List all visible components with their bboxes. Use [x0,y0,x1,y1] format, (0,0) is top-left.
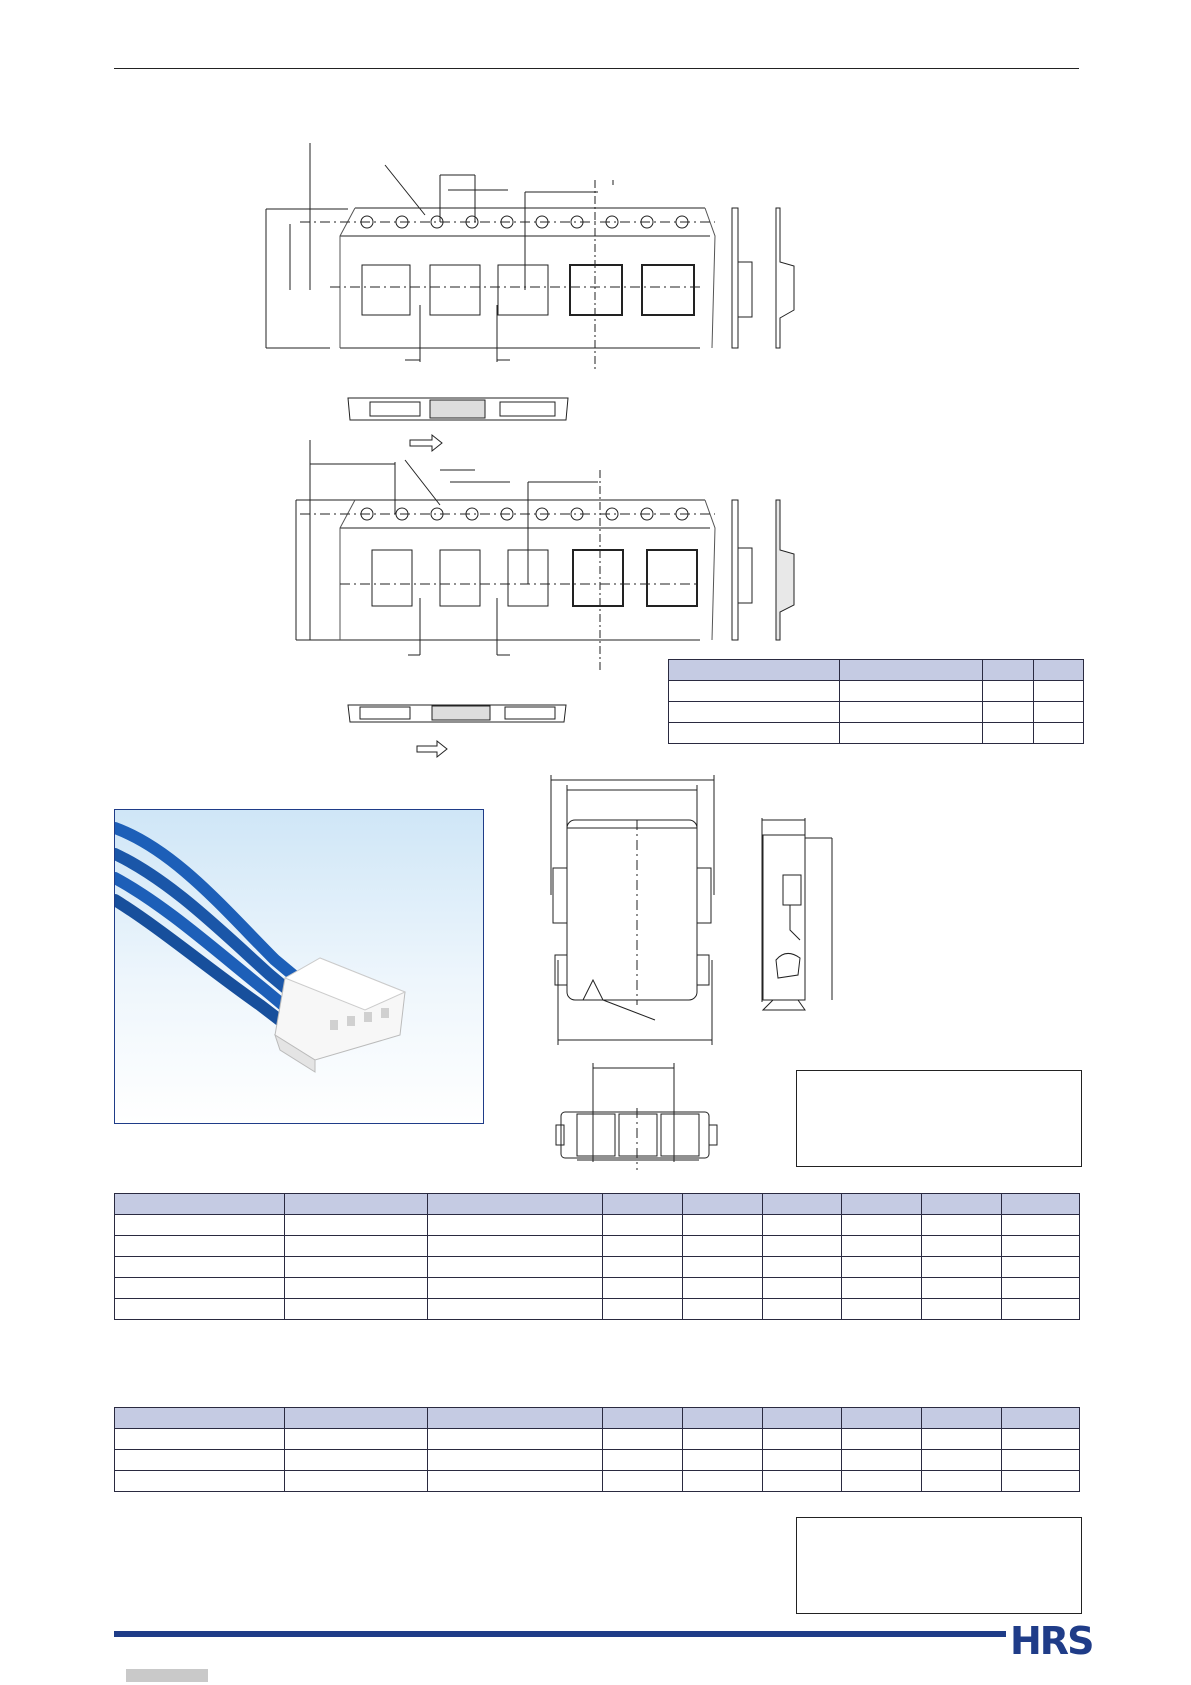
note-box [796,1070,1082,1167]
footer-bar [114,1631,1006,1637]
part-number-table-1 [114,1193,1080,1320]
table-row [115,1215,1080,1236]
part-number-table-2 [114,1407,1080,1492]
table-row [115,1257,1080,1278]
hrs-logo: HRS [1010,1619,1093,1663]
footer-tag [126,1669,208,1682]
table-row [115,1278,1080,1299]
table-header-row [115,1194,1080,1215]
table-row [115,1450,1080,1471]
table-row [115,1236,1080,1257]
table-row [115,1429,1080,1450]
note-box [796,1517,1082,1614]
table-row [115,1471,1080,1492]
table-row [115,1299,1080,1320]
table-header-row [115,1408,1080,1429]
